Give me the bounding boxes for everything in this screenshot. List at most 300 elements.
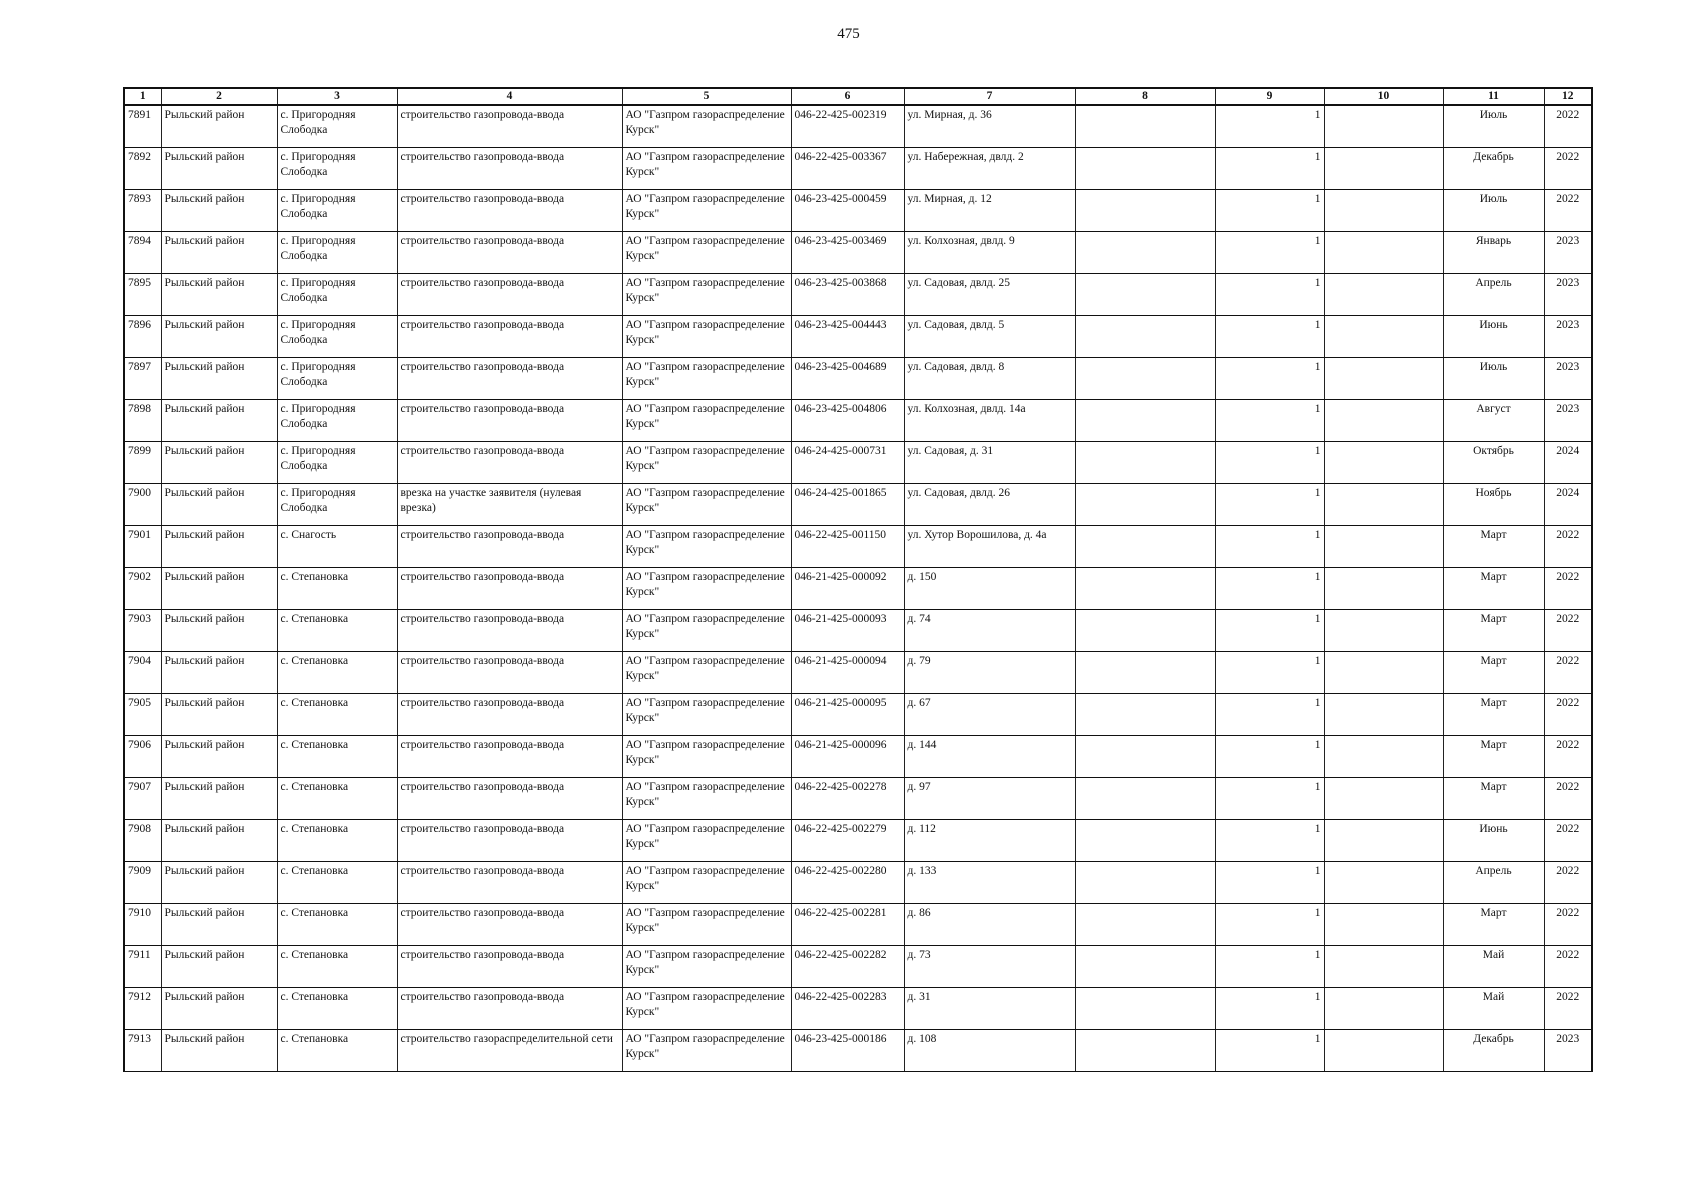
row-number: 7904 [124,652,161,694]
organization-cell: АО "Газпром газораспределение Курск" [622,1030,791,1072]
organization-cell: АО "Газпром газораспределение Курск" [622,988,791,1030]
work-type-cell: врезка на участке заявителя (нулевая врезка) [397,484,622,526]
address-cell: д. 86 [904,904,1075,946]
column-header: 6 [791,88,904,105]
work-type-cell: строительство газопровода-ввода [397,400,622,442]
row-number: 7912 [124,988,161,1030]
column-10-cell [1324,400,1443,442]
work-type-cell: строительство газопровода-ввода [397,862,622,904]
column-8-cell [1075,652,1215,694]
address-cell: ул. Мирная, д. 12 [904,190,1075,232]
column-8-cell [1075,820,1215,862]
year-cell: 2022 [1544,610,1592,652]
column-10-cell [1324,652,1443,694]
month-cell: Март [1443,694,1544,736]
quantity-cell: 1 [1215,105,1324,148]
column-header: 11 [1443,88,1544,105]
quantity-cell: 1 [1215,694,1324,736]
application-code-cell: 046-23-425-004443 [791,316,904,358]
application-code-cell: 046-21-425-000096 [791,736,904,778]
column-8-cell [1075,568,1215,610]
application-code-cell: 046-22-425-003367 [791,148,904,190]
column-10-cell [1324,694,1443,736]
district-cell: Рыльский район [161,862,277,904]
work-type-cell: строительство газопровода-ввода [397,946,622,988]
quantity-cell: 1 [1215,946,1324,988]
row-number: 7913 [124,1030,161,1072]
register-table [123,87,1593,1072]
address-cell: д. 97 [904,778,1075,820]
settlement-cell: с. Пригородняя Слободка [277,105,397,148]
column-8-cell [1075,484,1215,526]
month-cell: Март [1443,736,1544,778]
organization-cell: АО "Газпром газораспределение Курск" [622,736,791,778]
table-row [124,778,1592,820]
month-cell: Март [1443,652,1544,694]
month-cell: Апрель [1443,862,1544,904]
address-cell: ул. Набережная, двлд. 2 [904,148,1075,190]
settlement-cell: с. Пригородняя Слободка [277,442,397,484]
year-cell: 2022 [1544,946,1592,988]
column-8-cell [1075,316,1215,358]
column-8-cell [1075,400,1215,442]
column-10-cell [1324,358,1443,400]
settlement-cell: с. Пригородняя Слободка [277,358,397,400]
organization-cell: АО "Газпром газораспределение Курск" [622,568,791,610]
row-number: 7900 [124,484,161,526]
column-10-cell [1324,610,1443,652]
table-row [124,904,1592,946]
work-type-cell: строительство газопровода-ввода [397,820,622,862]
district-cell: Рыльский район [161,1030,277,1072]
settlement-cell: с. Степановка [277,652,397,694]
table-row [124,568,1592,610]
column-8-cell [1075,274,1215,316]
work-type-cell: строительство газопровода-ввода [397,526,622,568]
application-code-cell: 046-21-425-000095 [791,694,904,736]
row-number: 7910 [124,904,161,946]
application-code-cell: 046-22-425-002283 [791,988,904,1030]
column-header: 1 [124,88,161,105]
address-cell: д. 67 [904,694,1075,736]
year-cell: 2022 [1544,862,1592,904]
year-cell: 2023 [1544,316,1592,358]
row-number: 7906 [124,736,161,778]
month-cell: Май [1443,946,1544,988]
column-8-cell [1075,526,1215,568]
work-type-cell: строительство газораспределительной сети [397,1030,622,1072]
application-code-cell: 046-24-425-000731 [791,442,904,484]
month-cell: Июль [1443,190,1544,232]
year-cell: 2024 [1544,442,1592,484]
row-number: 7903 [124,610,161,652]
month-cell: Июнь [1443,316,1544,358]
table-row [124,946,1592,988]
column-8-cell [1075,148,1215,190]
organization-cell: АО "Газпром газораспределение Курск" [622,442,791,484]
work-type-cell: строительство газопровода-ввода [397,904,622,946]
quantity-cell: 1 [1215,190,1324,232]
organization-cell: АО "Газпром газораспределение Курск" [622,358,791,400]
quantity-cell: 1 [1215,400,1324,442]
month-cell: Март [1443,778,1544,820]
district-cell: Рыльский район [161,610,277,652]
address-cell: д. 73 [904,946,1075,988]
column-10-cell [1324,190,1443,232]
district-cell: Рыльский район [161,820,277,862]
month-cell: Январь [1443,232,1544,274]
work-type-cell: строительство газопровода-ввода [397,694,622,736]
column-8-cell [1075,442,1215,484]
district-cell: Рыльский район [161,400,277,442]
column-8-cell [1075,610,1215,652]
row-number: 7905 [124,694,161,736]
district-cell: Рыльский район [161,105,277,148]
column-10-cell [1324,442,1443,484]
organization-cell: АО "Газпром газораспределение Курск" [622,778,791,820]
settlement-cell: с. Степановка [277,904,397,946]
row-number: 7908 [124,820,161,862]
column-10-cell [1324,1030,1443,1072]
organization-cell: АО "Газпром газораспределение Курск" [622,484,791,526]
row-number: 7892 [124,148,161,190]
organization-cell: АО "Газпром газораспределение Курск" [622,652,791,694]
application-code-cell: 046-23-425-004689 [791,358,904,400]
address-cell: ул. Мирная, д. 36 [904,105,1075,148]
year-cell: 2023 [1544,358,1592,400]
table-row [124,148,1592,190]
work-type-cell: строительство газопровода-ввода [397,316,622,358]
settlement-cell: с. Пригородняя Слободка [277,316,397,358]
quantity-cell: 1 [1215,148,1324,190]
organization-cell: АО "Газпром газораспределение Курск" [622,105,791,148]
quantity-cell: 1 [1215,1030,1324,1072]
column-8-cell [1075,105,1215,148]
year-cell: 2022 [1544,694,1592,736]
address-cell: д. 79 [904,652,1075,694]
row-number: 7899 [124,442,161,484]
settlement-cell: с. Степановка [277,946,397,988]
column-8-cell [1075,736,1215,778]
address-cell: ул. Хутор Ворошилова, д. 4а [904,526,1075,568]
row-number: 7896 [124,316,161,358]
table-body [124,105,1592,1072]
settlement-cell: с. Степановка [277,778,397,820]
quantity-cell: 1 [1215,442,1324,484]
column-header: 9 [1215,88,1324,105]
year-cell: 2022 [1544,778,1592,820]
address-cell: д. 31 [904,988,1075,1030]
work-type-cell: строительство газопровода-ввода [397,190,622,232]
table-row [124,1030,1592,1072]
district-cell: Рыльский район [161,946,277,988]
address-cell: ул. Садовая, двлд. 5 [904,316,1075,358]
column-header: 2 [161,88,277,105]
page-number: 475 [837,26,860,42]
column-header: 12 [1544,88,1592,105]
work-type-cell: строительство газопровода-ввода [397,232,622,274]
column-8-cell [1075,988,1215,1030]
settlement-cell: с. Степановка [277,862,397,904]
year-cell: 2022 [1544,736,1592,778]
table-row [124,652,1592,694]
row-number: 7897 [124,358,161,400]
organization-cell: АО "Газпром газораспределение Курск" [622,400,791,442]
column-8-cell [1075,1030,1215,1072]
address-cell: ул. Колхозная, двлд. 9 [904,232,1075,274]
application-code-cell: 046-21-425-000094 [791,652,904,694]
column-10-cell [1324,274,1443,316]
quantity-cell: 1 [1215,358,1324,400]
quantity-cell: 1 [1215,274,1324,316]
quantity-cell: 1 [1215,526,1324,568]
row-number: 7907 [124,778,161,820]
organization-cell: АО "Газпром газораспределение Курск" [622,232,791,274]
address-cell: д. 144 [904,736,1075,778]
district-cell: Рыльский район [161,736,277,778]
row-number: 7894 [124,232,161,274]
year-cell: 2022 [1544,652,1592,694]
application-code-cell: 046-22-425-002319 [791,105,904,148]
row-number: 7891 [124,105,161,148]
year-cell: 2022 [1544,526,1592,568]
column-8-cell [1075,190,1215,232]
quantity-cell: 1 [1215,232,1324,274]
year-cell: 2023 [1544,400,1592,442]
month-cell: Декабрь [1443,1030,1544,1072]
table-row [124,820,1592,862]
district-cell: Рыльский район [161,988,277,1030]
settlement-cell: с. Снагость [277,526,397,568]
table-row [124,316,1592,358]
table-row [124,358,1592,400]
column-8-cell [1075,778,1215,820]
month-cell: Ноябрь [1443,484,1544,526]
row-number: 7898 [124,400,161,442]
table-row [124,988,1592,1030]
table-row [124,105,1592,148]
address-cell: ул. Садовая, двлд. 25 [904,274,1075,316]
month-cell: Март [1443,904,1544,946]
address-cell: ул. Колхозная, двлд. 14а [904,400,1075,442]
application-code-cell: 046-22-425-002279 [791,820,904,862]
table-row [124,610,1592,652]
application-code-cell: 046-23-425-004806 [791,400,904,442]
table-row [124,862,1592,904]
column-8-cell [1075,862,1215,904]
district-cell: Рыльский район [161,526,277,568]
column-10-cell [1324,904,1443,946]
month-cell: Май [1443,988,1544,1030]
organization-cell: АО "Газпром газораспределение Курск" [622,148,791,190]
row-number: 7893 [124,190,161,232]
district-cell: Рыльский район [161,904,277,946]
quantity-cell: 1 [1215,778,1324,820]
address-cell: д. 112 [904,820,1075,862]
district-cell: Рыльский район [161,778,277,820]
settlement-cell: с. Пригородняя Слободка [277,274,397,316]
settlement-cell: с. Пригородняя Слободка [277,232,397,274]
row-number: 7895 [124,274,161,316]
organization-cell: АО "Газпром газораспределение Курск" [622,526,791,568]
work-type-cell: строительство газопровода-ввода [397,736,622,778]
column-10-cell [1324,988,1443,1030]
quantity-cell: 1 [1215,652,1324,694]
month-cell: Июнь [1443,820,1544,862]
column-8-cell [1075,694,1215,736]
work-type-cell: строительство газопровода-ввода [397,988,622,1030]
quantity-cell: 1 [1215,316,1324,358]
organization-cell: АО "Газпром газораспределение Курск" [622,820,791,862]
column-10-cell [1324,946,1443,988]
address-cell: д. 108 [904,1030,1075,1072]
application-code-cell: 046-22-425-002278 [791,778,904,820]
district-cell: Рыльский район [161,316,277,358]
table-row [124,736,1592,778]
year-cell: 2022 [1544,568,1592,610]
settlement-cell: с. Пригородняя Слободка [277,400,397,442]
quantity-cell: 1 [1215,568,1324,610]
month-cell: Март [1443,526,1544,568]
settlement-cell: с. Степановка [277,694,397,736]
column-header: 4 [397,88,622,105]
table-header-row [124,88,1592,105]
application-code-cell: 046-23-425-000186 [791,1030,904,1072]
work-type-cell: строительство газопровода-ввода [397,274,622,316]
district-cell: Рыльский район [161,148,277,190]
quantity-cell: 1 [1215,904,1324,946]
column-header: 3 [277,88,397,105]
column-8-cell [1075,358,1215,400]
organization-cell: АО "Газпром газораспределение Курск" [622,316,791,358]
district-cell: Рыльский район [161,358,277,400]
application-code-cell: 046-22-425-002280 [791,862,904,904]
application-code-cell: 046-21-425-000092 [791,568,904,610]
month-cell: Июль [1443,105,1544,148]
column-10-cell [1324,105,1443,148]
column-10-cell [1324,316,1443,358]
address-cell: ул. Садовая, двлд. 8 [904,358,1075,400]
quantity-cell: 1 [1215,484,1324,526]
column-10-cell [1324,820,1443,862]
year-cell: 2022 [1544,105,1592,148]
settlement-cell: с. Степановка [277,610,397,652]
column-10-cell [1324,484,1443,526]
address-cell: д. 74 [904,610,1075,652]
column-header: 10 [1324,88,1443,105]
application-code-cell: 046-23-425-003868 [791,274,904,316]
district-cell: Рыльский район [161,274,277,316]
month-cell: Апрель [1443,274,1544,316]
table-row [124,484,1592,526]
settlement-cell: с. Степановка [277,1030,397,1072]
year-cell: 2022 [1544,820,1592,862]
application-code-cell: 046-22-425-002282 [791,946,904,988]
year-cell: 2022 [1544,190,1592,232]
table-row [124,526,1592,568]
address-cell: ул. Садовая, двлд. 26 [904,484,1075,526]
year-cell: 2023 [1544,1030,1592,1072]
district-cell: Рыльский район [161,694,277,736]
application-code-cell: 046-21-425-000093 [791,610,904,652]
quantity-cell: 1 [1215,820,1324,862]
table-row [124,694,1592,736]
column-8-cell [1075,904,1215,946]
district-cell: Рыльский район [161,652,277,694]
quantity-cell: 1 [1215,736,1324,778]
work-type-cell: строительство газопровода-ввода [397,778,622,820]
district-cell: Рыльский район [161,442,277,484]
organization-cell: АО "Газпром газораспределение Курск" [622,904,791,946]
year-cell: 2022 [1544,148,1592,190]
column-header: 5 [622,88,791,105]
address-cell: д. 133 [904,862,1075,904]
district-cell: Рыльский район [161,484,277,526]
month-cell: Март [1443,610,1544,652]
column-header: 8 [1075,88,1215,105]
table-row [124,232,1592,274]
settlement-cell: с. Степановка [277,736,397,778]
table-row [124,400,1592,442]
quantity-cell: 1 [1215,988,1324,1030]
settlement-cell: с. Степановка [277,820,397,862]
settlement-cell: с. Пригородняя Слободка [277,148,397,190]
organization-cell: АО "Газпром газораспределение Курск" [622,862,791,904]
settlement-cell: с. Пригородняя Слободка [277,190,397,232]
year-cell: 2024 [1544,484,1592,526]
table-row [124,442,1592,484]
settlement-cell: с. Степановка [277,988,397,1030]
column-header: 7 [904,88,1075,105]
application-code-cell: 046-24-425-001865 [791,484,904,526]
address-cell: д. 150 [904,568,1075,610]
work-type-cell: строительство газопровода-ввода [397,568,622,610]
organization-cell: АО "Газпром газораспределение Курск" [622,610,791,652]
year-cell: 2022 [1544,988,1592,1030]
settlement-cell: с. Пригородняя Слободка [277,484,397,526]
district-cell: Рыльский район [161,568,277,610]
row-number: 7901 [124,526,161,568]
column-10-cell [1324,862,1443,904]
month-cell: Март [1443,568,1544,610]
month-cell: Август [1443,400,1544,442]
year-cell: 2023 [1544,232,1592,274]
column-8-cell [1075,946,1215,988]
settlement-cell: с. Степановка [277,568,397,610]
work-type-cell: строительство газопровода-ввода [397,148,622,190]
month-cell: Июль [1443,358,1544,400]
application-code-cell: 046-23-425-000459 [791,190,904,232]
quantity-cell: 1 [1215,610,1324,652]
district-cell: Рыльский район [161,190,277,232]
column-10-cell [1324,148,1443,190]
column-10-cell [1324,526,1443,568]
column-10-cell [1324,736,1443,778]
work-type-cell: строительство газопровода-ввода [397,358,622,400]
column-8-cell [1075,232,1215,274]
organization-cell: АО "Газпром газораспределение Курск" [622,190,791,232]
application-code-cell: 046-23-425-003469 [791,232,904,274]
month-cell: Октябрь [1443,442,1544,484]
organization-cell: АО "Газпром газораспределение Курск" [622,274,791,316]
application-code-cell: 046-22-425-001150 [791,526,904,568]
work-type-cell: строительство газопровода-ввода [397,652,622,694]
table-row [124,274,1592,316]
row-number: 7911 [124,946,161,988]
row-number: 7902 [124,568,161,610]
organization-cell: АО "Газпром газораспределение Курск" [622,946,791,988]
row-number: 7909 [124,862,161,904]
